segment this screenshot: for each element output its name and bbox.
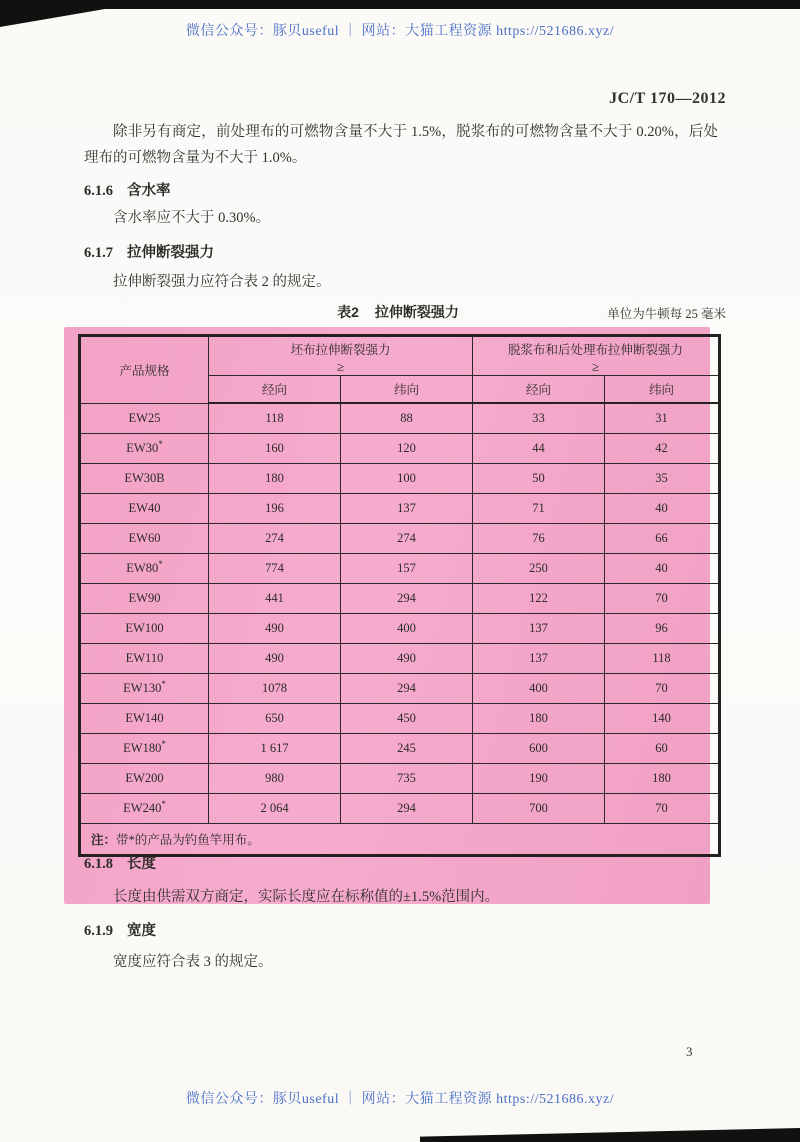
value-cell: 196 xyxy=(209,494,341,524)
value-cell: 774 xyxy=(209,554,341,584)
value-cell: 137 xyxy=(473,644,605,674)
group1-label: 坯布拉伸断裂强力 xyxy=(290,342,391,357)
value-cell: 122 xyxy=(473,584,605,614)
value-cell: 441 xyxy=(209,584,341,614)
value-cell: 70 xyxy=(605,584,720,614)
tensile-strength-table xyxy=(78,334,721,857)
table-note-row xyxy=(80,824,720,856)
table-row-ew140 xyxy=(80,704,720,734)
value-cell: 50 xyxy=(473,464,605,494)
product-cell: EW180* xyxy=(80,734,209,764)
product-cell: EW30* xyxy=(80,434,209,464)
value-cell: 100 xyxy=(341,464,473,494)
value-cell: 980 xyxy=(209,764,341,794)
product-cell: EW30B xyxy=(80,464,209,494)
value-cell: 274 xyxy=(341,524,473,554)
product-cell: EW110 xyxy=(80,644,209,674)
value-cell: 190 xyxy=(473,764,605,794)
value-cell: 42 xyxy=(605,434,720,464)
value-cell: 33 xyxy=(473,403,605,434)
product-cell: EW100 xyxy=(80,614,209,644)
paragraph-moisture: 含水率应不大于 0.30%。 xyxy=(113,210,271,226)
product-cell: EW80* xyxy=(80,554,209,584)
greater-equal-symbol: ≥ xyxy=(336,358,345,374)
value-cell: 35 xyxy=(605,464,720,494)
value-cell: 66 xyxy=(605,524,720,554)
table-row-ew60 xyxy=(80,524,720,554)
section-number: 6.1.9 xyxy=(84,923,113,939)
table-row-ew80 xyxy=(80,554,720,584)
table-row-ew180 xyxy=(80,734,720,764)
table-row-ew100 xyxy=(80,614,720,644)
header-cell-greige-strength xyxy=(209,336,473,376)
greater-equal-symbol: ≥ xyxy=(591,358,600,374)
table-row-ew40 xyxy=(80,494,720,524)
section-number: 6.1.7 xyxy=(84,245,113,261)
value-cell: 294 xyxy=(341,584,473,614)
paragraph-tensile: 拉伸断裂强力应符合表 2 的规定。 xyxy=(113,274,331,290)
note-label: 注： xyxy=(91,833,117,847)
product-cell: EW140 xyxy=(80,704,209,734)
section-title: 长度 xyxy=(127,856,156,872)
value-cell: 76 xyxy=(473,524,605,554)
value-cell: 450 xyxy=(341,704,473,734)
product-cell: EW240* xyxy=(80,794,209,824)
section-title: 宽度 xyxy=(127,923,156,939)
group2-label: 脱浆布和后处理布拉伸断裂强力 xyxy=(508,342,684,357)
table-row-ew130 xyxy=(80,674,720,704)
table-caption-title: 拉伸断裂强力 xyxy=(374,304,459,320)
header-cell-product-spec: 产品规格 xyxy=(80,336,209,404)
value-cell: 140 xyxy=(605,704,720,734)
table-row-ew25 xyxy=(80,403,720,434)
product-cell: EW90 xyxy=(80,584,209,614)
product-cell: EW130* xyxy=(80,674,209,704)
value-cell: 400 xyxy=(473,674,605,704)
section-heading-6-1-7 xyxy=(84,241,214,262)
value-cell: 600 xyxy=(473,734,605,764)
section-heading-6-1-6 xyxy=(84,179,171,200)
value-cell: 71 xyxy=(473,494,605,524)
value-cell: 490 xyxy=(209,644,341,674)
paragraph-length: 长度由供需双方商定，实际长度应在标称值的±1.5%范围内。 xyxy=(113,889,500,905)
table-row-ew200 xyxy=(80,764,720,794)
watermark-footer: 微信公众号：豚贝useful ｜ 网站：大猫工程资源 https://521686.xyz/ xyxy=(185,1092,615,1107)
value-cell: 294 xyxy=(341,674,473,704)
page-number: 3 xyxy=(686,1044,693,1059)
table-row-ew110 xyxy=(80,644,720,674)
product-cell: EW25 xyxy=(80,403,209,434)
value-cell: 735 xyxy=(341,764,473,794)
value-cell: 70 xyxy=(605,674,720,704)
table-row-ew30b xyxy=(80,464,720,494)
value-cell: 250 xyxy=(473,554,605,584)
section-title: 含水率 xyxy=(127,183,171,199)
product-cell: EW60 xyxy=(80,524,209,554)
paragraph-width: 宽度应符合表 3 的规定。 xyxy=(113,954,273,970)
value-cell: 137 xyxy=(473,614,605,644)
header-cell-weft-2: 纬向 xyxy=(605,376,720,404)
table-note-cell xyxy=(80,824,720,856)
table-row-ew30 xyxy=(80,434,720,464)
header-cell-weft-1: 纬向 xyxy=(341,376,473,404)
scan-edge-bottom-right xyxy=(420,1128,800,1142)
value-cell: 60 xyxy=(605,734,720,764)
value-cell: 490 xyxy=(209,614,341,644)
section-number: 6.1.6 xyxy=(84,183,113,199)
value-cell: 88 xyxy=(341,403,473,434)
value-cell: 490 xyxy=(341,644,473,674)
value-cell: 44 xyxy=(473,434,605,464)
section-heading-6-1-8 xyxy=(84,852,156,873)
value-cell: 120 xyxy=(341,434,473,464)
table-row-ew90 xyxy=(80,584,720,614)
table-row-ew240 xyxy=(80,794,720,824)
value-cell: 274 xyxy=(209,524,341,554)
value-cell: 118 xyxy=(209,403,341,434)
value-cell: 31 xyxy=(605,403,720,434)
product-cell: EW40 xyxy=(80,494,209,524)
note-text: 带*的产品为钓鱼竿用布。 xyxy=(116,833,260,847)
header-cell-desized-strength xyxy=(473,336,720,376)
value-cell: 1078 xyxy=(209,674,341,704)
header-cell-warp-2: 经向 xyxy=(473,376,605,404)
table-header-group-row xyxy=(80,336,720,376)
value-cell: 650 xyxy=(209,704,341,734)
value-cell: 40 xyxy=(605,494,720,524)
value-cell: 157 xyxy=(341,554,473,584)
intro-paragraph: 除非另有商定，前处理布的可燃物含量不大于 1.5%，脱浆布的可燃物含量不大于 0.20%，后处理布的可燃物含量为不大于 1.0%。 xyxy=(84,124,718,166)
table-unit-note: 单位为牛顿每 25 毫米 xyxy=(607,307,726,321)
value-cell: 2 064 xyxy=(209,794,341,824)
standard-number: JC/T 170—2012 xyxy=(609,90,726,107)
value-cell: 118 xyxy=(605,644,720,674)
watermark-header: 微信公众号：豚贝useful ｜ 网站：大猫工程资源 https://521686.xyz/ xyxy=(185,24,615,39)
value-cell: 137 xyxy=(341,494,473,524)
value-cell: 70 xyxy=(605,794,720,824)
value-cell: 400 xyxy=(341,614,473,644)
value-cell: 96 xyxy=(605,614,720,644)
section-heading-6-1-9 xyxy=(84,919,156,940)
table-caption-label: 表2 xyxy=(337,304,359,320)
value-cell: 700 xyxy=(473,794,605,824)
value-cell: 160 xyxy=(209,434,341,464)
section-title: 拉伸断裂强力 xyxy=(127,245,214,261)
value-cell: 245 xyxy=(341,734,473,764)
header-cell-warp-1: 经向 xyxy=(209,376,341,404)
scan-edge-top xyxy=(0,0,800,9)
product-cell: EW200 xyxy=(80,764,209,794)
value-cell: 180 xyxy=(209,464,341,494)
value-cell: 1 617 xyxy=(209,734,341,764)
section-number: 6.1.8 xyxy=(84,856,113,872)
value-cell: 180 xyxy=(605,764,720,794)
value-cell: 180 xyxy=(473,704,605,734)
value-cell: 294 xyxy=(341,794,473,824)
value-cell: 40 xyxy=(605,554,720,584)
